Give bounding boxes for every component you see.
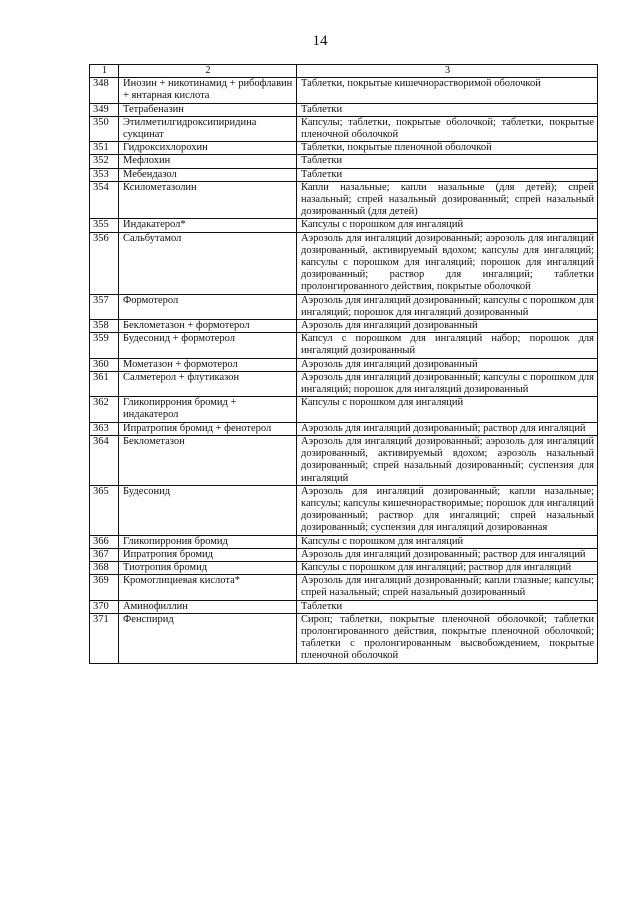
table-body [90,78,598,663]
header-col-forms: 3 [297,65,598,78]
row-number: 349 [90,103,119,116]
table-row [90,155,598,168]
table-row [90,78,598,103]
row-number: 368 [90,561,119,574]
drug-name: Тетрабеназин [119,103,297,116]
dosage-forms: Таблетки [297,600,598,613]
drug-name: Индакатерол* [119,219,297,232]
row-number: 358 [90,320,119,333]
row-number: 361 [90,371,119,396]
dosage-forms: Сироп; таблетки, покрытые пленочной оболочкой; таблетки пролонгированного действия, покрытые пленочной оболочкой; таблетки с пролонгированным высвобождением, покрытые пленочной оболочкой [297,613,598,663]
table-header [90,65,598,78]
dosage-forms: Аэрозоль для ингаляций дозированный; раствор для ингаляций [297,422,598,435]
table-row [90,103,598,116]
dosage-forms: Таблетки, покрытые кишечнорастворимой оболочкой [297,78,598,103]
dosage-forms: Капсулы; таблетки, покрытые оболочкой; таблетки, покрытые пленочной оболочкой [297,116,598,141]
drug-name: Будесонид [119,485,297,535]
drug-name: Аминофиллин [119,600,297,613]
header-row [90,65,598,78]
dosage-forms: Капсулы с порошком для ингаляций [297,397,598,422]
row-number: 353 [90,168,119,181]
dosage-forms: Таблетки [297,155,598,168]
table-row [90,397,598,422]
row-number: 367 [90,548,119,561]
dosage-forms: Аэрозоль для ингаляций дозированный; аэрозоль для ингаляций дозированный, активируемый вдохом; аэрозоль назальный дозированный; спрей назальный дозированный; суспензия для ингаляций [297,435,598,485]
table-row [90,142,598,155]
drug-name: Кромоглициевая кислота* [119,575,297,600]
table-row [90,219,598,232]
page-number: 14 [312,33,328,49]
drug-name: Формотерол [119,294,297,319]
table-row [90,371,598,396]
row-number: 363 [90,422,119,435]
row-number: 351 [90,142,119,155]
drug-name: Беклометазон [119,435,297,485]
table-row [90,358,598,371]
dosage-forms: Таблетки, покрытые пленочной оболочкой [297,142,598,155]
table-row [90,600,598,613]
drug-name: Сальбутамол [119,232,297,294]
drug-name: Мебендазол [119,168,297,181]
row-number: 352 [90,155,119,168]
drug-name: Ипратропия бромид + фенотерол [119,422,297,435]
row-number: 360 [90,358,119,371]
table-row [90,116,598,141]
drug-name: Гликопиррония бромид + индакатерол [119,397,297,422]
drug-name: Гликопиррония бромид [119,535,297,548]
dosage-forms: Капсул с порошком для ингаляций набор; порошок для ингаляций дозированный [297,333,598,358]
table-row [90,548,598,561]
drug-name: Будесонид + формотерол [119,333,297,358]
table-row [90,535,598,548]
row-number: 365 [90,485,119,535]
table-row [90,561,598,574]
row-number: 356 [90,232,119,294]
dosage-forms: Капсулы с порошком для ингаляций [297,219,598,232]
table-row [90,181,598,219]
drug-name: Мефлохин [119,155,297,168]
dosage-forms: Капсулы с порошком для ингаляций; раствор для ингаляций [297,561,598,574]
dosage-forms: Таблетки [297,103,598,116]
row-number: 354 [90,181,119,219]
drug-name: Салметерол + флутиказон [119,371,297,396]
row-number: 362 [90,397,119,422]
table-row [90,422,598,435]
dosage-forms: Аэрозоль для ингаляций дозированный; раствор для ингаляций [297,548,598,561]
table-row [90,232,598,294]
row-number: 348 [90,78,119,103]
dosage-forms: Аэрозоль для ингаляций дозированный; аэрозоль для ингаляций дозированный, активируемый вдохом; капсулы для ингаляций; капсулы с порошком для ингаляций; порошок для ингаляций дозированный; раствор для ингаляций; таблетки пролонгированного действия, покрытые оболочкой [297,232,598,294]
header-col-name: 2 [119,65,297,78]
row-number: 369 [90,575,119,600]
drug-table [89,64,598,664]
dosage-forms: Аэрозоль для ингаляций дозированный; капсулы с порошком для ингаляций; порошок для ингаляций дозированный [297,371,598,396]
drug-name: Мометазон + формотерол [119,358,297,371]
table-row [90,333,598,358]
dosage-forms: Аэрозоль для ингаляций дозированный; капли назальные; капсулы; капсулы кишечнорастворимые; порошок для ингаляций дозированный; раствор для ингаляций; спрей назальный дозированный; суспензия для ингаляций дозированная [297,485,598,535]
drug-name: Этилметилгидроксипиридина сукцинат [119,116,297,141]
table-row [90,168,598,181]
row-number: 350 [90,116,119,141]
dosage-forms: Капсулы с порошком для ингаляций [297,535,598,548]
drug-name: Фенспирид [119,613,297,663]
dosage-forms: Аэрозоль для ингаляций дозированный; капсулы с порошком для ингаляций; порошок для ингаляций дозированный [297,294,598,319]
dosage-forms: Аэрозоль для ингаляций дозированный [297,358,598,371]
dosage-forms: Аэрозоль для ингаляций дозированный; капли глазные; капсулы; спрей назальный; спрей назальный дозированный [297,575,598,600]
dosage-forms: Таблетки [297,168,598,181]
row-number: 357 [90,294,119,319]
drug-name: Гидроксихлорохин [119,142,297,155]
table-row [90,485,598,535]
table-row [90,575,598,600]
table-row [90,613,598,663]
dosage-forms: Аэрозоль для ингаляций дозированный [297,320,598,333]
drug-name: Инозин + никотинамид + рибофлавин + янтарная кислота [119,78,297,103]
table-row [90,320,598,333]
drug-name: Ксилометазолин [119,181,297,219]
row-number: 371 [90,613,119,663]
drug-name: Беклометазон + формотерол [119,320,297,333]
header-col-number: 1 [90,65,119,78]
dosage-forms: Капли назальные; капли назальные (для детей); спрей назальный; спрей назальный дозированный; спрей назальный дозированный (для детей) [297,181,598,219]
table-row [90,435,598,485]
row-number: 359 [90,333,119,358]
table-row [90,294,598,319]
row-number: 366 [90,535,119,548]
drug-name: Тиотропия бромид [119,561,297,574]
row-number: 355 [90,219,119,232]
row-number: 364 [90,435,119,485]
drug-name: Ипратропия бромид [119,548,297,561]
row-number: 370 [90,600,119,613]
